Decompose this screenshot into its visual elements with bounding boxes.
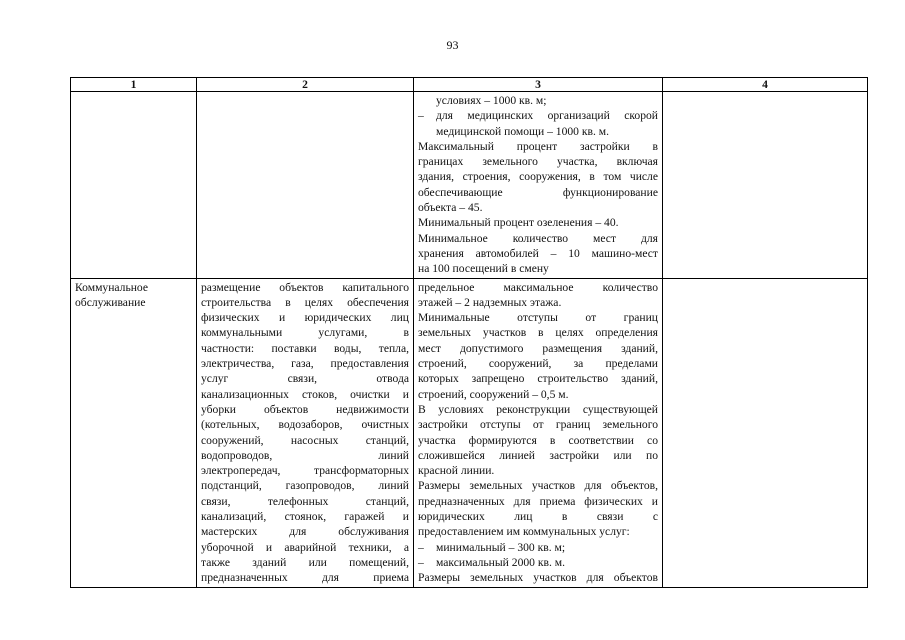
text-line: здания, строения, сооружения, в том числе (418, 170, 658, 184)
land-use-name-line: Коммунальное (75, 280, 149, 294)
text-line: объекта – 45. (418, 201, 483, 215)
text-line: на 100 посещений в смену (418, 262, 549, 276)
table-cell-row2-col2 (197, 278, 414, 587)
text-line: Минимальное количество мест для (418, 231, 658, 245)
text-line: уборочной и аварийной техники, а (201, 540, 409, 554)
text-line: сложившейся линией застройки или по (418, 448, 658, 462)
text-line: строений, сооружений, за пределами (418, 357, 658, 371)
text-line: частности: поставки воды, тепла, (201, 341, 409, 355)
text-line: коммунальными услугами, в (201, 326, 409, 340)
column-header-1: 1 (71, 78, 197, 92)
text-line: которых запрещено строительство зданий, (418, 372, 658, 386)
text-line: предназначенных для приема физических и (418, 494, 658, 508)
text-line: Минимальные отступы от границ (418, 311, 658, 325)
column-header-4: 4 (663, 78, 868, 92)
list-item (418, 555, 658, 570)
text-line: предоставлением им коммунальных услуг: (418, 525, 630, 539)
table-header-row (71, 78, 868, 92)
text-line: Максимальный процент застройки в (418, 139, 658, 153)
table-row (71, 278, 868, 587)
text-line: минимальный – 300 кв. м; (436, 540, 566, 554)
text-line: мест допустимого размещения зданий, (418, 341, 658, 355)
text-line: сооружений, насосных станций, (201, 433, 409, 447)
text-line: максимальный 2000 кв. м. (436, 555, 565, 569)
table-row (71, 92, 868, 279)
text-line: строений, сооружений – 0,5 м. (418, 387, 569, 401)
text-line: границах земельного участка, включая (418, 155, 658, 169)
table-cell-row1-col2 (197, 92, 414, 279)
text-line: юридических лиц в связи с (418, 510, 658, 524)
text-line: размещение объектов капитального (201, 280, 409, 294)
text-line: подстанций, газопроводов, линий (201, 479, 409, 493)
text-line: строительства в целях обеспечения (201, 295, 409, 309)
text-line: В условиях реконструкции существующей (418, 402, 658, 416)
text-line: услуг связи, отвода (201, 372, 409, 386)
text-line: электропередач, трансформаторных (201, 464, 409, 478)
table-cell-row1-col4 (663, 92, 868, 279)
table-cell-row2-col1 (71, 278, 197, 587)
text-line: Размеры земельных участков для объектов, (418, 479, 658, 493)
text-line: обеспечивающие функционирование (418, 185, 658, 199)
page-number: 93 (446, 38, 459, 52)
text-line: уборки объектов недвижимости (201, 402, 409, 416)
text-line: канализаций, стоянок, гаражей и (201, 510, 409, 524)
land-use-name-line: обслуживание (75, 295, 146, 309)
text-line: Минимальный процент озеленения – 40. (418, 216, 619, 230)
table-cell-row1-col1 (71, 92, 197, 279)
text-line: водопроводов, линий (201, 448, 409, 462)
text-line: электричества, газа, предоставления (201, 357, 409, 371)
text-line: этажей – 2 надземных этажа. (418, 295, 562, 309)
regulations-table (70, 77, 868, 588)
text-line: физических и юридических лиц (201, 311, 409, 325)
column-header-2: 2 (197, 78, 414, 92)
text-line: застройки отступы от границ земельного (418, 418, 658, 432)
text-line: для медицинских организаций скорой (436, 109, 658, 123)
text-line: земельных участков в целях определения (418, 326, 658, 340)
text-line: условиях – 1000 кв. м; (436, 94, 547, 107)
text-line: (котельных, водозаборов, очистных (201, 418, 409, 432)
table-cell-row2-col3 (414, 278, 663, 587)
list-item (418, 540, 658, 555)
text-line: медицинской помощи – 1000 кв. м. (436, 124, 609, 138)
text-line: Размеры земельных участков для объектов (418, 571, 658, 585)
text-line: предельное максимальное количество (418, 280, 658, 294)
dash-marker: – (418, 540, 424, 554)
text-line: хранения автомобилей – 10 машино-мест (418, 246, 658, 260)
table-cell-row1-col3 (414, 92, 663, 279)
text-line: мастерских для обслуживания (201, 525, 409, 539)
table-cell-row2-col4 (663, 278, 868, 587)
text-line: канализационных стоков, очистки и (201, 387, 409, 401)
text-line: предназначенных для приема (201, 571, 409, 585)
text-line: участка формируются в соответствии со (418, 433, 658, 447)
list-item (418, 108, 658, 139)
text-line: также зданий или помещений, (201, 555, 409, 569)
text-line: связи, телефонных станций, (201, 494, 409, 508)
dash-marker: – (418, 109, 424, 123)
dash-marker: – (418, 555, 424, 569)
column-header-3: 3 (414, 78, 663, 92)
text-line: красной линии. (418, 464, 495, 478)
